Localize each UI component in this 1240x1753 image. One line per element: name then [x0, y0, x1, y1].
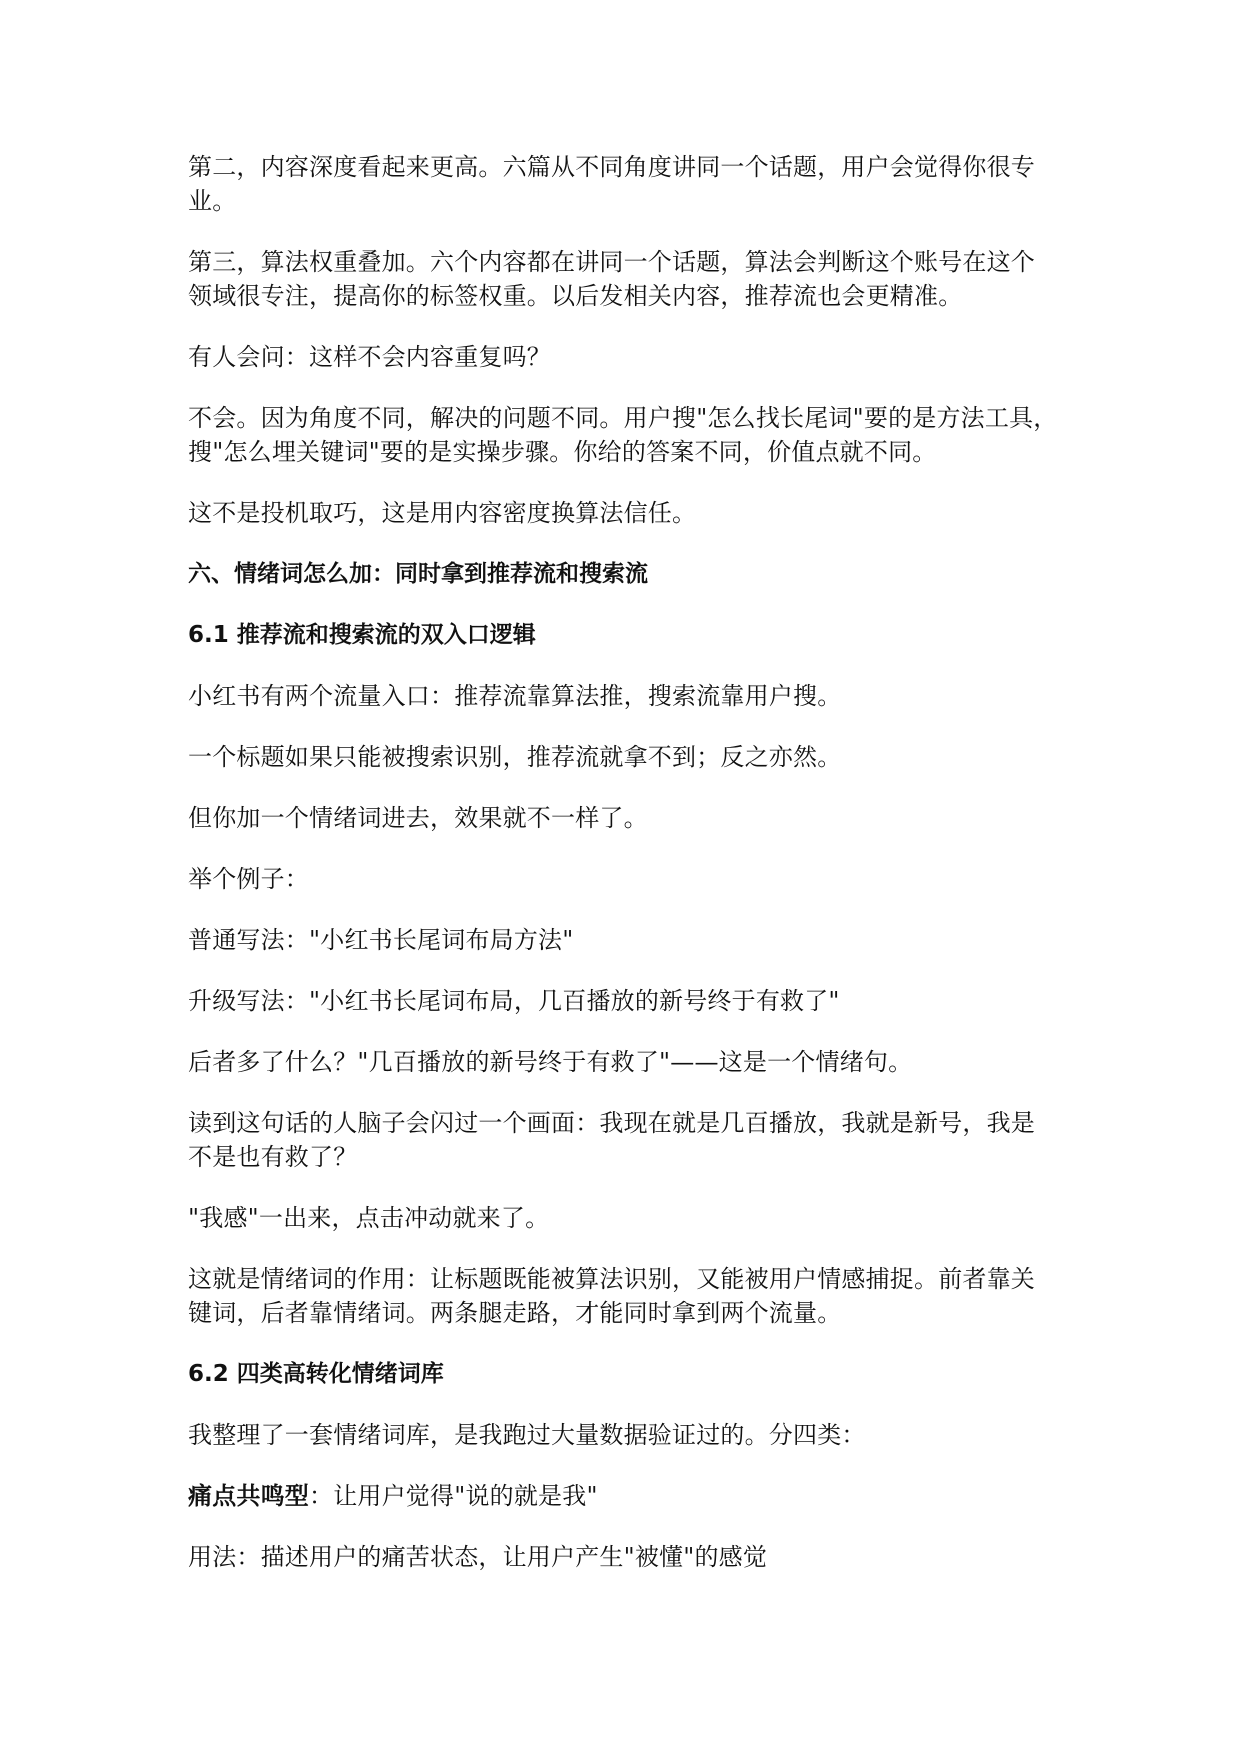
- text-line: 有人会问：这样不会内容重复吗？: [188, 343, 551, 371]
- text-line: 小红书有两个流量入口：推荐流靠算法推，搜索流靠用户搜。: [188, 682, 842, 710]
- text-line: 领域很专注，提高你的标签权重。以后发相关内容，推荐流也会更精准。: [188, 282, 963, 310]
- text-line: "我感"一出来，点击冲动就来了。: [188, 1204, 550, 1232]
- text-line: 第二，内容深度看起来更高。六篇从不同角度讲同一个话题，用户会觉得你很专: [188, 153, 1035, 181]
- text-line: 用法：描述用户的痛苦状态，让用户产生"被懂"的感觉: [188, 1543, 768, 1571]
- paragraph: [188, 496, 1054, 530]
- paragraph: [188, 1106, 1054, 1174]
- category-description: ：让用户觉得"说的就是我": [309, 1482, 598, 1510]
- document-body: [188, 150, 1058, 1601]
- text-line: 搜"怎么埋关键词"要的是实操步骤。你给的答案不同，价值点就不同。: [188, 438, 937, 466]
- text-line: 业。: [188, 187, 237, 215]
- text-line: 一个标题如果只能被搜索识别，推荐流就拿不到；反之亦然。: [188, 743, 842, 771]
- text-line: 键词，后者靠情绪词。两条腿走路，才能同时拿到两个流量。: [188, 1299, 842, 1327]
- subsection-heading: 6.2 四类高转化情绪词库: [188, 1361, 444, 1387]
- text-line: 这不是投机取巧，这是用内容密度换算法信任。: [188, 499, 697, 527]
- paragraph: [188, 1262, 1054, 1330]
- paragraph: [188, 1201, 1054, 1235]
- paragraph: [188, 801, 1054, 835]
- text-line: 举个例子：: [188, 865, 309, 893]
- category-label: 痛点共鸣型: [188, 1482, 309, 1510]
- text-line: 后者多了什么？"几百播放的新号终于有救了"——这是一个情绪句。: [188, 1048, 913, 1076]
- subsection-heading: 6.1 推荐流和搜索流的双入口逻辑: [188, 622, 536, 648]
- text-line: [188, 1479, 1054, 1513]
- text-line: 不会。因为角度不同，解决的问题不同。用户搜"怎么找长尾词"要的是方法工具，: [188, 404, 1058, 432]
- paragraph: [188, 923, 1054, 957]
- paragraph: [188, 740, 1054, 774]
- paragraph: [188, 984, 1054, 1018]
- paragraph: [188, 1540, 1054, 1574]
- paragraph: [188, 340, 1054, 374]
- text-line: 但你加一个情绪词进去，效果就不一样了。: [188, 804, 648, 832]
- paragraph: [188, 862, 1054, 896]
- text-line: 我整理了一套情绪词库，是我跑过大量数据验证过的。分四类：: [188, 1421, 866, 1449]
- labeled-paragraph: [188, 1479, 1054, 1513]
- text-line: 第三，算法权重叠加。六个内容都在讲同一个话题，算法会判断这个账号在这个: [188, 248, 1035, 276]
- paragraph: [188, 679, 1054, 713]
- text-line: 普通写法："小红书长尾词布局方法": [188, 926, 574, 954]
- paragraph: [188, 150, 1054, 218]
- paragraph: [188, 245, 1054, 313]
- text-line: 升级写法："小红书长尾词布局，几百播放的新号终于有救了": [188, 987, 840, 1015]
- paragraph: [188, 401, 1058, 469]
- text-line: 这就是情绪词的作用：让标题既能被算法识别，又能被用户情感捕捉。前者靠关: [188, 1265, 1035, 1293]
- paragraph: [188, 1418, 1054, 1452]
- text-line: 读到这句话的人脑子会闪过一个画面：我现在就是几百播放，我就是新号，我是: [188, 1109, 1035, 1137]
- text-line: 不是也有救了？: [188, 1143, 358, 1171]
- paragraph: [188, 1045, 1054, 1079]
- section-heading: 六、情绪词怎么加：同时拿到推荐流和搜索流: [188, 561, 648, 587]
